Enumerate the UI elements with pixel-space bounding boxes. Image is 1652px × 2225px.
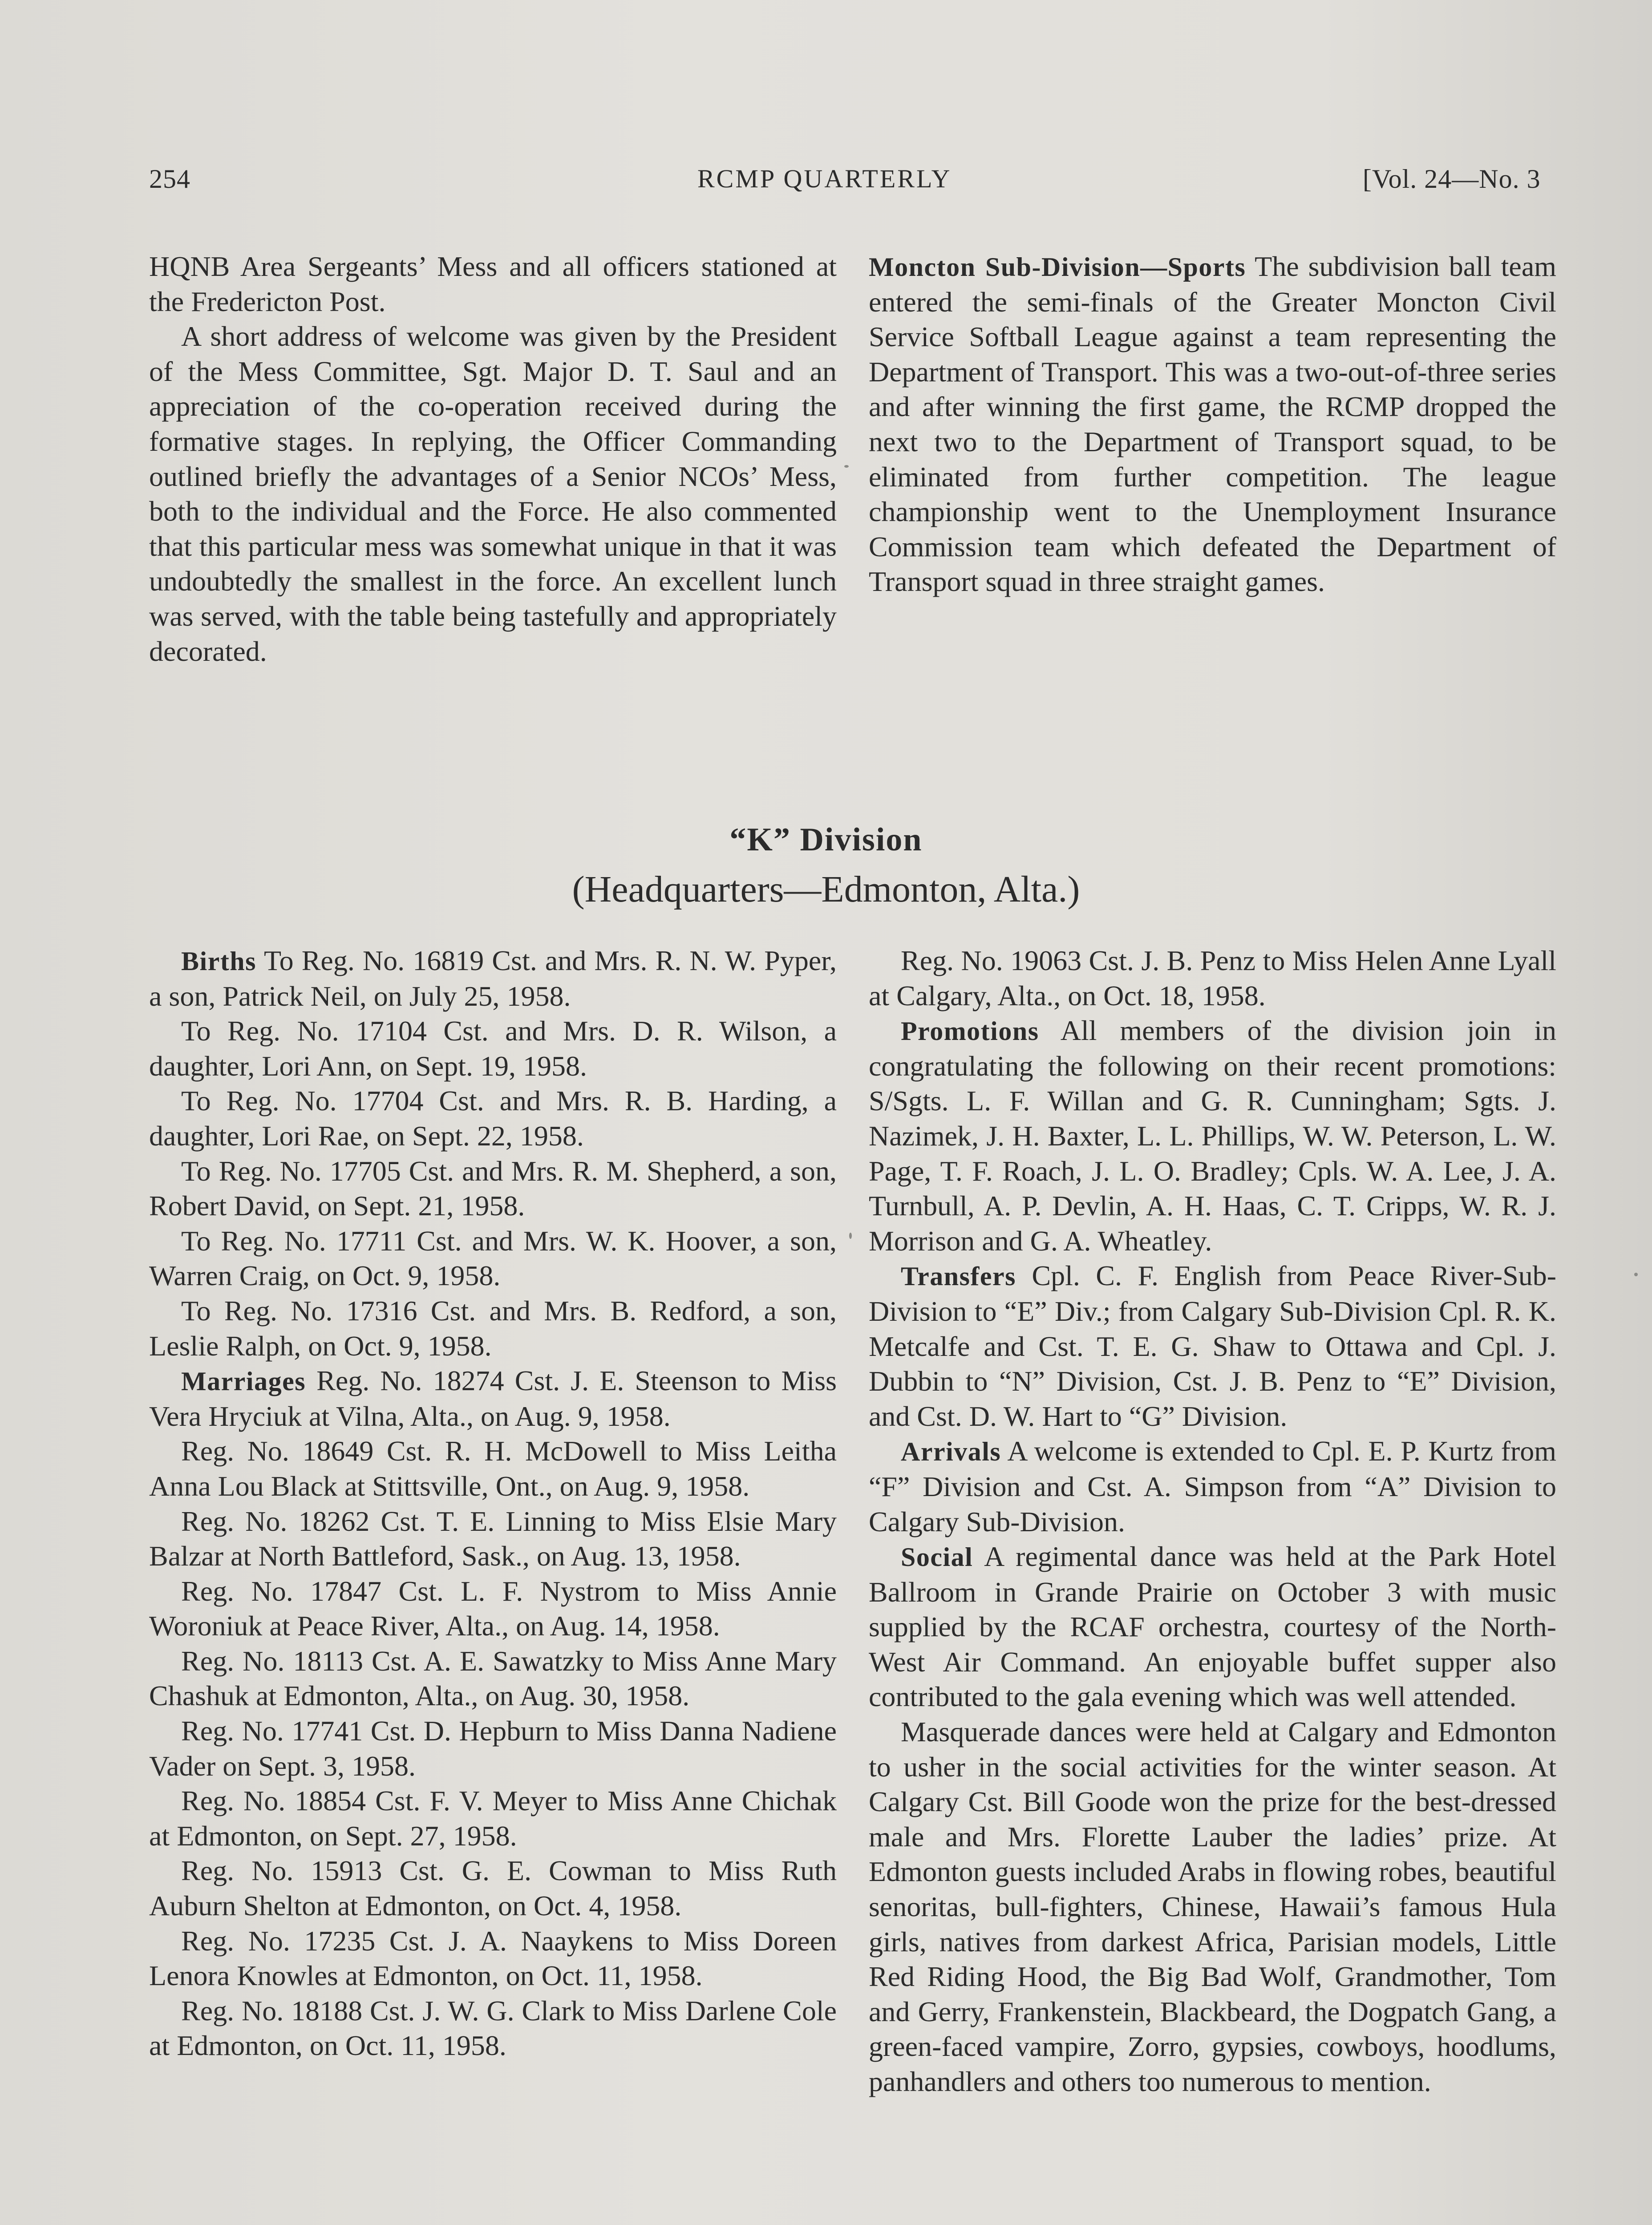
births-entry: To Reg. No. 17704 Cst. and Mrs. R. B. Harding, a daughter, Lori Rae, on Sept. 22, 1958. [149,1085,837,1152]
births-entry: To Reg. No. 17316 Cst. and Mrs. B. Redford, a son, Leslie Ralph, on Oct. 9, 1958. [149,1295,837,1362]
marriages-entry: Reg. No. 18113 Cst. A. E. Sawatzky to Miss Anne Mary Chashuk at Edmonton, Alta., on Aug. 30, 1958. [149,1645,837,1712]
scan-speck [1634,1273,1638,1276]
marriages-entry: Reg. No. 17741 Cst. D. Hepburn to Miss Danna Nadiene Vader on Sept. 3, 1958. [149,1715,837,1782]
sports-text: The subdivision ball team entered the semi-finals of the Greater Moncton Civil Service Softball League against a team representing the Department of Transport. This was a two-out-of-three series and after winning the first game, the RCMP dropped the next two to the Department of Transport squad, to be eliminated from further competition. The league championship went to the Unemployment Insurance Commission team which defeated the Department of Transport squad in three straight games. [869,251,1557,598]
promotions-heading: Promotions [901,1016,1039,1046]
marriages-entry: Reg. No. 18274 Cst. J. E. Steenson to Miss Vera Hryciuk at Vilna, Alta., on Aug. 9, 1958. [149,1365,837,1432]
sports-paragraph [869,249,1556,599]
bottom-right-column [869,943,1556,2100]
social-text: A regimental dance was held at the Park Hotel Ballroom in Grande Prairie on October 3 with music supplied by the RCAF orchestra, courtesy of the North-West Air Command. An enjoyable buffet supper also contributed to the gala evening which was well attended. [869,1541,1556,1713]
births-heading: Births [181,947,257,976]
marriages-entry: Reg. No. 15913 Cst. G. E. Cowman to Miss Ruth Auburn Shelton at Edmonton, on Oct. 4, 1958. [149,1855,837,1922]
births-entry: To Reg. No. 17711 Cst. and Mrs. W. K. Hoover, a son, Warren Craig, on Oct. 9, 1958. [149,1225,837,1292]
masquerade-paragraph: Masquerade dances were held at Calgary and Edmonton to usher in the social activities for the winter season. At Calgary Cst. Bill Goode won the prize for the best-dressed male and Mrs. Florette Lauber the ladies’ prize. At Edmonton guests included Arabs in flowing robes, beautiful senoritas, bull-fighters, Chinese, Hawaii’s famous Hula girls, natives from darkest Africa, Parisian models, Little Red Riding Hood, the Big Bad Wolf, Grandmother, Tom and Gerry, Frankenstein, Blackbeard, the Dogpatch Gang, a green-faced vampire, Zorro, gypsies, cowboys, hoodlums, panhandlers and others too numerous to mention. [869,1716,1556,2097]
top-left-column [149,249,837,669]
scan-speck [844,465,849,468]
transfers-heading: Transfers [901,1262,1016,1291]
marriages-entry: Reg. No. 17847 Cst. L. F. Nystrom to Miss Annie Woroniuk at Peace River, Alta., on Aug. 14, 1958. [149,1575,837,1642]
paragraph: A short address of welcome was given by the President of the Mess Committee, Sgt. Major D. T. Saul and an appreciation of the co-operation received during the formative stages. In replying, the Officer Commanding outlined briefly the advantages of a Senior NCOs’ Mess, both to the individual and the Force. He also commented that this particular mess was somewhat unique in that it was undoubtedly the smallest in the force. An excellent lunch was served, with the table being tastefully and appropriately decorated. [149,320,837,667]
births-paragraph [149,943,837,1014]
marriages-entry: Reg. No. 17235 Cst. J. A. Naaykens to Miss Doreen Lenora Knowles at Edmonton, on Oct. 11, 1958. [149,1925,837,1992]
scan-speck [849,1233,852,1239]
promotions-paragraph [869,1013,1556,1258]
page-number: 254 [149,164,190,194]
marriages-entry: Reg. No. 18854 Cst. F. V. Meyer to Miss Anne Chichak at Edmonton, on Sept. 27, 1958. [149,1785,837,1852]
volume-issue: [Vol. 24—No. 3 [1363,164,1541,194]
births-entry: To Reg. No. 17104 Cst. and Mrs. D. R. Wilson, a daughter, Lori Ann, on Sept. 19, 1958. [149,1015,837,1082]
marriages-entry: Reg. No. 18649 Cst. R. H. McDowell to Miss Leitha Anna Lou Black at Stittsville, Ont., on Aug. 9, 1958. [149,1435,837,1502]
section-subtitle: (Headquarters—Edmonton, Alta.) [572,869,1080,910]
marriages-entry: Reg. No. 19063 Cst. J. B. Penz to Miss Helen Anne Lyall at Calgary, Alta., on Oct. 18, 1958. [869,945,1556,1011]
arrivals-paragraph [869,1434,1556,1539]
arrivals-heading: Arrivals [901,1437,1001,1467]
top-right-column [869,249,1556,599]
paragraph: HQNB Area Sergeants’ Mess and all officers stationed at the Fredericton Post. [149,251,837,317]
marriages-heading: Marriages [181,1367,306,1396]
marriages-paragraph [149,1363,837,1434]
social-heading: Social [901,1542,973,1572]
transfers-text: Cpl. C. F. English from Peace River-Sub-Division to “E” Div.; from Calgary Sub-Division Cpl. R. K. Metcalfe and Cst. T. E. G. Shaw to Ottawa and Cpl. J. Dubbin to “N” Division, Cst. J. B. Penz to “E” Division, and Cst. D. W. Hart to “G” Division. [869,1260,1556,1432]
sports-heading: Moncton Sub-Division—Sports [869,252,1246,282]
births-entry: To Reg. No. 16819 Cst. and Mrs. R. N. W. Pyper, a son, Patrick Neil, on July 25, 1958. [149,945,837,1012]
marriages-entry: Reg. No. 18262 Cst. T. E. Linning to Miss Elsie Mary Balzar at North Battleford, Sask., on Aug. 13, 1958. [149,1505,837,1572]
section-title: “K” Division [729,821,923,858]
bottom-left-column [149,943,837,2063]
transfers-paragraph [869,1258,1556,1434]
social-paragraph [869,1539,1556,1715]
marriages-entry: Reg. No. 18188 Cst. J. W. G. Clark to Miss Darlene Cole at Edmonton, on Oct. 11, 1958. [149,1994,837,2062]
births-entry: To Reg. No. 17705 Cst. and Mrs. R. M. Shepherd, a son, Robert David, on Sept. 21, 1958. [149,1155,837,1222]
promotions-text: All members of the division join in congratulating the following on their recent promotions: S/Sgts. L. F. Willan and G. R. Cunningham; Sgts. J. Nazimek, J. H. Baxter, L. L. Phillips, W. W. Peterson, L. W. Page, T. F. Roach, J. L. O. Bradley; Cpls. W. A. Lee, J. A. Turnbull, A. P. Devlin, A. H. Haas, C. T. Cripps, W. R. J. Morrison and G. A. Wheatley. [869,1015,1556,1257]
arrivals-text: A welcome is extended to Cpl. E. P. Kurtz from “F” Division and Cst. A. Simpson from “A” Division to Calgary Sub-Division. [869,1435,1556,1537]
running-title: RCMP QUARTERLY [697,164,952,193]
